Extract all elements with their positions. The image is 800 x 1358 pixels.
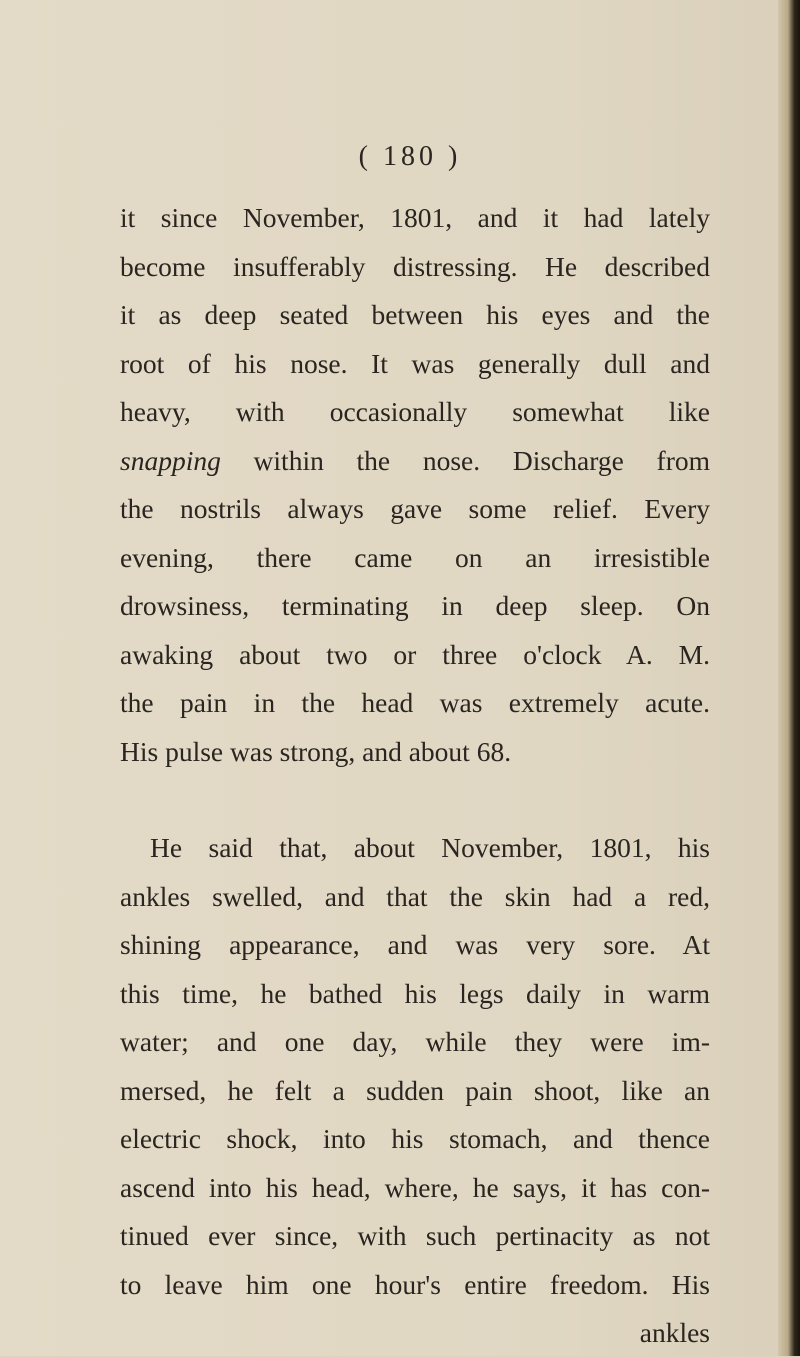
text-line: heavy, with occasionally somewhat like xyxy=(120,396,710,427)
text-line: ascend into his head, where, he says, it has con- xyxy=(120,1171,710,1203)
text-line: drowsiness, terminating in deep sleep. On xyxy=(120,590,710,621)
text-line: He said that, about November, 1801, his xyxy=(150,832,710,863)
text-line: tinued ever since, with such pertinacity as not xyxy=(120,1220,710,1251)
text-line: this time, he bathed his legs daily in warm xyxy=(120,977,710,1009)
book-spine-shadow xyxy=(778,0,800,1356)
text-line: the nostrils always gave some relief. Every xyxy=(120,493,710,524)
text-line-rest: within the nose. Discharge from xyxy=(220,444,710,476)
catchword: ankles xyxy=(639,1317,710,1348)
text-line: electric shock, into his stomach, and thence xyxy=(120,1123,710,1154)
text-line: ankles swelled, and that the skin had a red, xyxy=(120,880,710,912)
text-line: the pain in the head was extremely acute. xyxy=(120,687,710,718)
paragraph-gap xyxy=(120,776,710,824)
text-line: His pulse was strong, and about 68. xyxy=(120,735,512,767)
text-line: it as deep seated between his eyes and the xyxy=(120,299,710,330)
italic-word: snapping xyxy=(120,444,221,476)
body-text xyxy=(120,194,710,1358)
text-line: it since November, 1801, and it had lately xyxy=(120,202,710,233)
text-line: become insufferably distressing. He described xyxy=(120,250,710,282)
page-number: ( 180 ) xyxy=(358,141,462,172)
text-line: evening, there came on an irresistible xyxy=(120,541,710,573)
text-line xyxy=(120,437,710,486)
text-line: shining appearance, and was very sore. At xyxy=(120,929,710,960)
text-line: mersed, he felt a sudden pain shoot, like an xyxy=(120,1074,710,1106)
text-line: awaking about two or three o'clock A. M. xyxy=(120,638,710,670)
text-line: to leave him one hour's entire freedom. His xyxy=(120,1268,710,1300)
text-line: root of his nose. It was generally dull and xyxy=(120,347,710,379)
text-line: water; and one day, while they were im- xyxy=(120,1026,710,1057)
